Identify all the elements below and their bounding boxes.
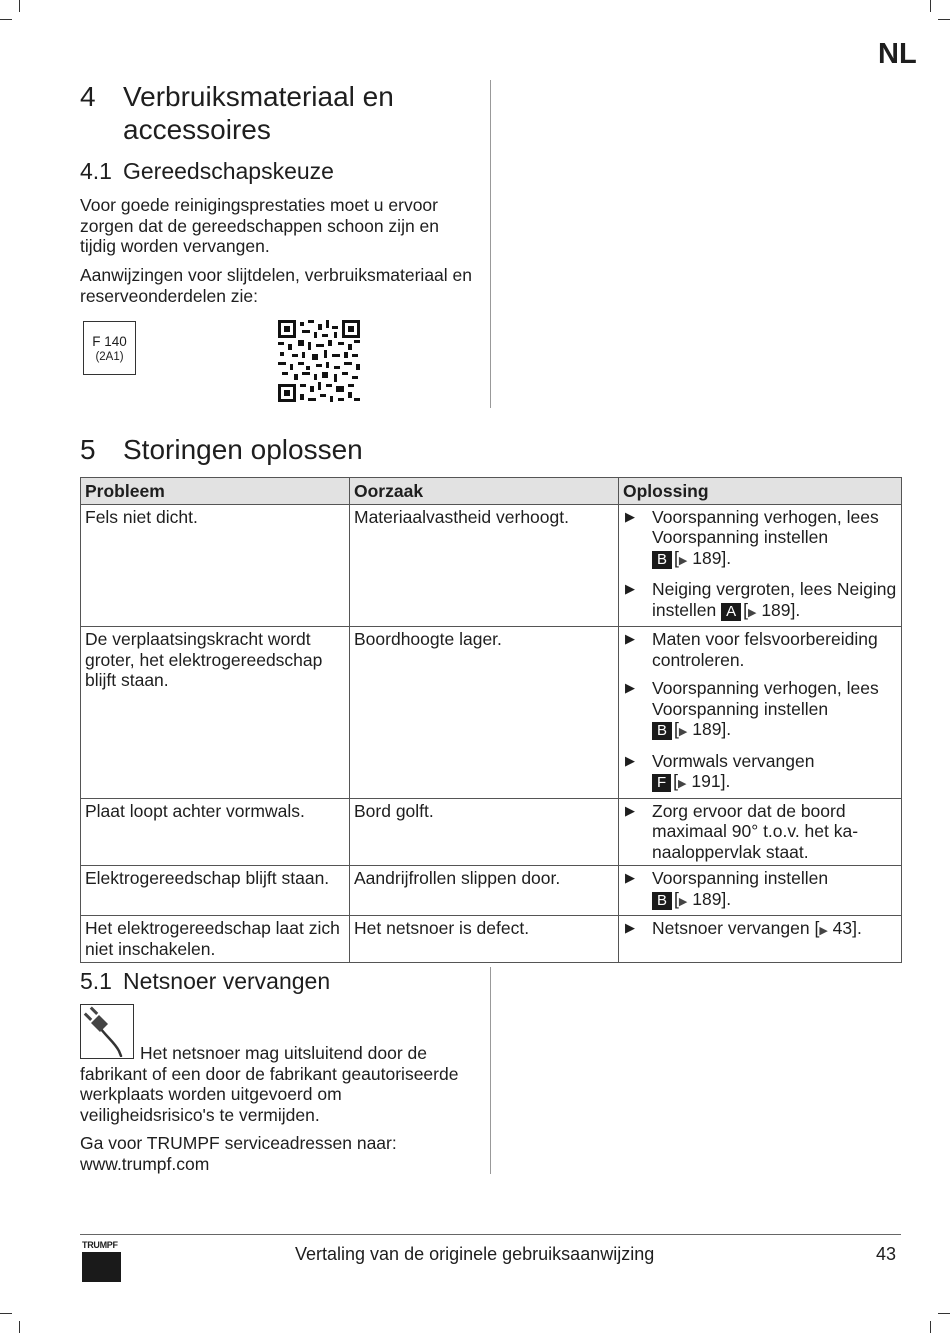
chapter-5-heading bbox=[80, 433, 480, 466]
problem-cell: Het elektrogereedschap laat zich niet inschakelen. bbox=[81, 916, 350, 963]
header-cause: Oorzaak bbox=[350, 478, 619, 505]
figure-badge: B bbox=[652, 892, 672, 910]
page-reference[interactable]: 189]. bbox=[692, 719, 732, 739]
table-header-row bbox=[81, 478, 902, 505]
solution-item bbox=[623, 801, 897, 863]
page-number: 43 bbox=[876, 1244, 897, 1264]
problem-cell: Elektrogereedschap blijft staan. bbox=[81, 866, 350, 916]
solution-item: ▶ Vormwals vervangen F [▶ 191]. bbox=[623, 751, 897, 795]
solution-item bbox=[623, 629, 897, 670]
problem-cell: De verplaatsingskracht wordt groter, het elektrogereedschap blijft staan. bbox=[81, 627, 350, 799]
header-solution: Oplossing bbox=[619, 478, 902, 505]
service-url[interactable]: www.trumpf.com bbox=[80, 1153, 210, 1174]
reference-arrow-icon: ▶ bbox=[678, 554, 688, 567]
trumpf-logo bbox=[82, 1240, 122, 1282]
reference-arrow-icon: ▶ bbox=[678, 895, 688, 908]
power-cord-paragraph: Het netsnoer mag uitsluitend door de fabrikant of een door de fabrikant geautoriseerde werkplaats worden uitgevoerd om veiligheidsrisico's te vermijden. bbox=[80, 1043, 459, 1125]
reference-arrow-icon: ▶ bbox=[819, 925, 828, 937]
qr-code-icon[interactable] bbox=[278, 320, 360, 402]
page-reference[interactable]: 189]. bbox=[692, 888, 732, 909]
footer-rule bbox=[80, 1234, 901, 1235]
triangle-bullet-icon: ▶ bbox=[625, 870, 635, 885]
cause-cell: Aandrijfrollen slippen door. bbox=[350, 866, 619, 916]
triangle-bullet-icon: ▶ bbox=[625, 920, 635, 935]
section-title: Gereedschapskeuze bbox=[123, 158, 334, 184]
solution-text: Voorspanning verhogen, lees Voorspanning instellen bbox=[652, 678, 879, 719]
section-title: Netsnoer vervangen bbox=[123, 968, 331, 994]
triangle-bullet-icon: ▶ bbox=[625, 508, 635, 524]
chapter-4-heading bbox=[80, 80, 480, 146]
solution-text: Maten voor felsvoorbereiding controleren. bbox=[652, 629, 878, 670]
section-number: 4.1 bbox=[80, 158, 112, 184]
triangle-bullet-icon: ▶ bbox=[625, 581, 635, 596]
logo-block bbox=[82, 1252, 121, 1282]
page-reference[interactable]: 189]. bbox=[692, 547, 732, 568]
solution-item bbox=[623, 918, 897, 942]
chapter-title: Verbruiksmateriaal en accessoires bbox=[123, 81, 394, 145]
cause-cell: Materiaalvastheid verhoogt. bbox=[350, 504, 619, 627]
chapter-number: 4 bbox=[80, 81, 96, 112]
crop-mark bbox=[938, 1313, 950, 1314]
reference-code: F 140 bbox=[92, 334, 127, 349]
solution-cell bbox=[619, 798, 902, 866]
solution-item: ▶ Neiging vergroten, lees Neiging instellen A [▶ 189]. bbox=[623, 579, 897, 623]
solution-text: Voorspanning instellen bbox=[652, 868, 829, 888]
figure-badge: B bbox=[652, 722, 672, 740]
solution-text: Netsnoer vervangen [ bbox=[652, 918, 820, 938]
section-4-1-heading bbox=[80, 157, 334, 185]
table-row bbox=[81, 627, 902, 799]
solution-item: ▶ Voorspanning verhogen, lees Voorspanning instellen B [▶ 189]. bbox=[623, 678, 897, 743]
language-code: NL bbox=[878, 38, 917, 70]
table-row bbox=[81, 504, 902, 627]
document-reference-box bbox=[83, 321, 136, 375]
crop-mark bbox=[19, 0, 20, 12]
solution-text: Voorspanning verhogen, lees Voorspanning instellen bbox=[652, 506, 879, 547]
triangle-bullet-icon: ▶ bbox=[625, 752, 635, 768]
solution-cell bbox=[619, 627, 902, 799]
header-problem: Probleem bbox=[81, 478, 350, 505]
table-row bbox=[81, 866, 902, 916]
crop-mark bbox=[938, 19, 950, 20]
section-number: 5.1 bbox=[80, 968, 112, 994]
section-5-1-heading bbox=[80, 967, 330, 995]
cause-cell: Boordhoogte lager. bbox=[350, 627, 619, 799]
service-text: Ga voor TRUMPF serviceadressen naar: bbox=[80, 1133, 397, 1153]
reference-arrow-icon: ▶ bbox=[678, 726, 688, 738]
solution-cell bbox=[619, 916, 902, 963]
tool-selection-paragraph: Voor goede reinigingsprestaties moet u ervoor zorgen dat de gereedschappen schoon zijn en tijdig worden vervangen. bbox=[80, 195, 440, 256]
chapter-number: 5 bbox=[80, 434, 96, 465]
solution-text: Zorg ervoor dat de boord maximaal 90° t.o.v. het kanaaloppervlak staat. bbox=[652, 800, 859, 862]
triangle-bullet-icon: ▶ bbox=[625, 802, 635, 818]
footer-text: Vertaling van de originele gebruiksaanwijzing bbox=[295, 1244, 655, 1264]
figure-badge: B bbox=[652, 551, 672, 569]
figure-badge: A bbox=[721, 603, 741, 621]
solution-text: Vormwals vervangen bbox=[652, 750, 815, 771]
table-row bbox=[81, 798, 902, 866]
problem-cell: Fels niet dicht. bbox=[81, 504, 350, 627]
logo-text: TRUMPF bbox=[82, 1240, 118, 1250]
table-row bbox=[81, 916, 902, 963]
solution-text: Neiging vergroten, lees Neiging instellen bbox=[652, 579, 897, 620]
reference-arrow-icon: ▶ bbox=[678, 778, 687, 790]
solution-cell bbox=[619, 504, 902, 627]
figure-badge: F bbox=[652, 774, 671, 792]
triangle-bullet-icon: ▶ bbox=[625, 680, 635, 695]
service-address-paragraph bbox=[80, 1133, 475, 1174]
crop-mark bbox=[930, 1321, 931, 1333]
crop-mark bbox=[930, 0, 931, 12]
reference-subcode: (2A1) bbox=[95, 351, 124, 363]
solution-cell bbox=[619, 866, 902, 916]
cause-cell: Het netsnoer is defect. bbox=[350, 916, 619, 963]
troubleshooting-table bbox=[80, 477, 902, 963]
wear-parts-paragraph: Aanwijzingen voor slijtdelen, verbruiksmateriaal en reserveonderdelen zie: bbox=[80, 265, 472, 306]
column-rule bbox=[490, 967, 491, 1174]
crop-mark bbox=[0, 19, 12, 20]
column-rule bbox=[490, 80, 491, 408]
page-reference[interactable]: 189]. bbox=[761, 599, 801, 620]
reference-arrow-icon: ▶ bbox=[747, 606, 757, 619]
crop-mark bbox=[0, 1313, 12, 1314]
solution-item: ▶ Voorspanning instellen B [▶ 189]. bbox=[623, 868, 897, 912]
solution-item: ▶ Voorspanning verhogen, lees Voorspanning instellen B [▶ 189]. bbox=[623, 507, 897, 572]
cause-cell: Bord golft. bbox=[350, 798, 619, 866]
chapter-title: Storingen oplossen bbox=[123, 434, 363, 465]
triangle-bullet-icon: ▶ bbox=[625, 631, 635, 646]
page-reference[interactable]: 191]. bbox=[691, 771, 731, 791]
page-reference[interactable]: 43]. bbox=[832, 918, 862, 938]
problem-cell: Plaat loopt achter vormwals. bbox=[81, 798, 350, 866]
crop-mark bbox=[19, 1321, 20, 1333]
